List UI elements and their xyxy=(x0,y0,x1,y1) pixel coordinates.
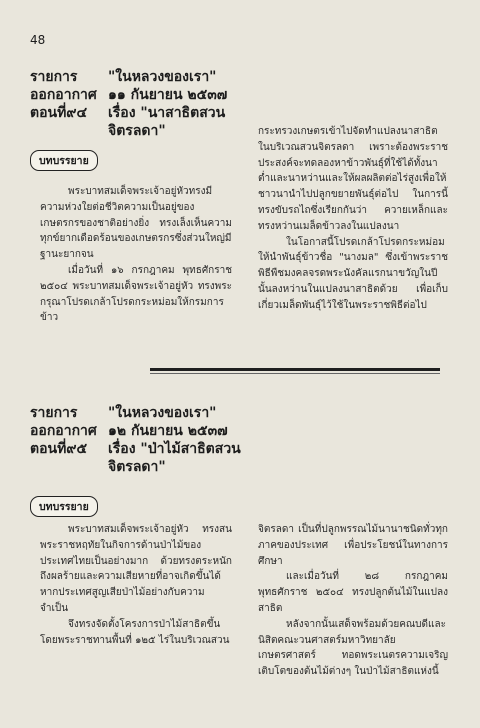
air-date: ๑๒ กันยายน ๒๕๓๗ xyxy=(108,423,228,439)
paragraph: หลังจากนั้นเสด็จพร้อมด้วยคณบดีและนิสิตคณะวนศาสตร์มหาวิทยาลัยเกษตรศาสตร์ ทอดพระเนตรความเจริญเติบโตของต้นไม้ต่างๆ ในป่าไม้สาธิตแห่งนี้ xyxy=(258,618,448,678)
episode-label: ตอนที่๙๕ xyxy=(30,441,88,457)
episode-subject-cont: จิตรลดา" xyxy=(108,123,166,139)
paragraph: พระบาทสมเด็จพระเจ้าอยู่หัว ทรงสนพระราชหฤทัยในกิจการด้านป่าไม้ของประเทศไทยเป็นอย่างมาก ด้วยทรงตระหนักถึงผลร้ายและความเสียหายที่อาจเกิดขึ้นได้ หากประเทศสูญเสียป่าไม้อย่างกับความจำเป็น xyxy=(40,524,232,614)
paragraph: พระบาทสมเด็จพระเจ้าอยู่หัวทรงมีความห่วงใยต่อชีวิตความเป็นอยู่ของเกษตรกรของชาติอย่างยิ่ง ทรงเล็งเห็นความทุกข์ยากเดือดร้อนของเกษตรกรซึ่งส่วนใหญ่มีฐานะยากจน xyxy=(40,186,232,261)
paragraph: จึงทรงจัดตั้งโครงการป่าไม้สาธิตขึ้นโดยพระราชทานพื้นที่ ๑๒๕ ไร่ในบริเวณสวน xyxy=(40,618,230,646)
bottom-left-column xyxy=(40,522,232,648)
air-label: ออกอากาศ xyxy=(30,87,97,103)
paragraph: กระทรวงเกษตรเข้าไปจัดทำแปลงนาสาธิตในบริเวณสวนจิตรลดา เพราะต้องพระราชประสงค์จะทดลองหาข้าวพันธุ์ที่ใช้ได้ทั้งนาต่ำและนาหว่านและให้ผลผลิตต่อไร่สูงเพื่อให้ชาวนานำไปปลูกขยายพันธุ์ต่อไป ในการนี้ทรงขับรถไถซึ่งเรียกกันว่า ควายเหล็กและทรงหว่านเมล็ดข้าวลงในแปลงนา xyxy=(258,126,448,232)
paragraph: เมื่อวันที่ ๑๖ กรกฎาคม พุทธศักราช ๒๕๐๔ พระบาทสมเด็จพระเจ้าอยู่หัว ทรงพระกรุณาโปรดเกล้าโปรดกระหม่อมให้กรมการข้าว xyxy=(40,264,232,324)
episode-subject: เรื่อง "ป่าไม้สาธิตสวน xyxy=(108,441,241,457)
air-date: ๑๑ กันยายน ๒๕๓๗ xyxy=(108,87,228,103)
narration-badge: บทบรรยาย xyxy=(30,496,98,517)
episode-94-header xyxy=(30,68,227,140)
air-label: ออกอากาศ xyxy=(30,423,97,439)
episode-subject-cont: จิตรลดา" xyxy=(108,459,166,475)
episode-95-header xyxy=(30,404,241,476)
top-left-column xyxy=(40,184,232,326)
paragraph: และเมื่อวันที่ ๒๘ กรกฎาคม พุทธศักราช ๒๕๐๔ ทรงปลูกต้นไม้ในแปลงสาธิต xyxy=(258,571,448,614)
paragraph: จิตรลดา เป็นที่ปลูกพรรณไม้นานาชนิดทั่วทุกภาคของประเทศ เพื่อประโยชน์ในทางการศึกษา xyxy=(258,524,448,567)
page-number: 48 xyxy=(30,33,46,47)
program-name: "ในหลวงของเรา" xyxy=(108,405,217,421)
program-label: รายการ xyxy=(30,69,78,85)
bottom-right-column xyxy=(258,522,448,680)
episode-subject: เรื่อง "นาสาธิตสวน xyxy=(108,105,226,121)
program-name: "ในหลวงของเรา" xyxy=(108,69,217,85)
narration-badge: บทบรรยาย xyxy=(30,150,98,171)
episode-label: ตอนที่๙๔ xyxy=(30,105,88,121)
top-right-column xyxy=(258,124,448,314)
paragraph: ในโอกาสนี้โปรดเกล้าโปรดกระหม่อมให้นำพันธุ์ข้าวชื่อ "นางมล" ซึ่งเข้าพระราชพิธีพืชมงคลจรดพระนังคัลแรกนาขวัญในปีนั้นลงหว่านในแปลงนาสาธิตด้วย เพื่อเก็บเกี่ยวเมล็ดพันธุ์ไว้ใช้ในพระราชพิธีต่อไป xyxy=(258,236,448,311)
program-label: รายการ xyxy=(30,405,78,421)
